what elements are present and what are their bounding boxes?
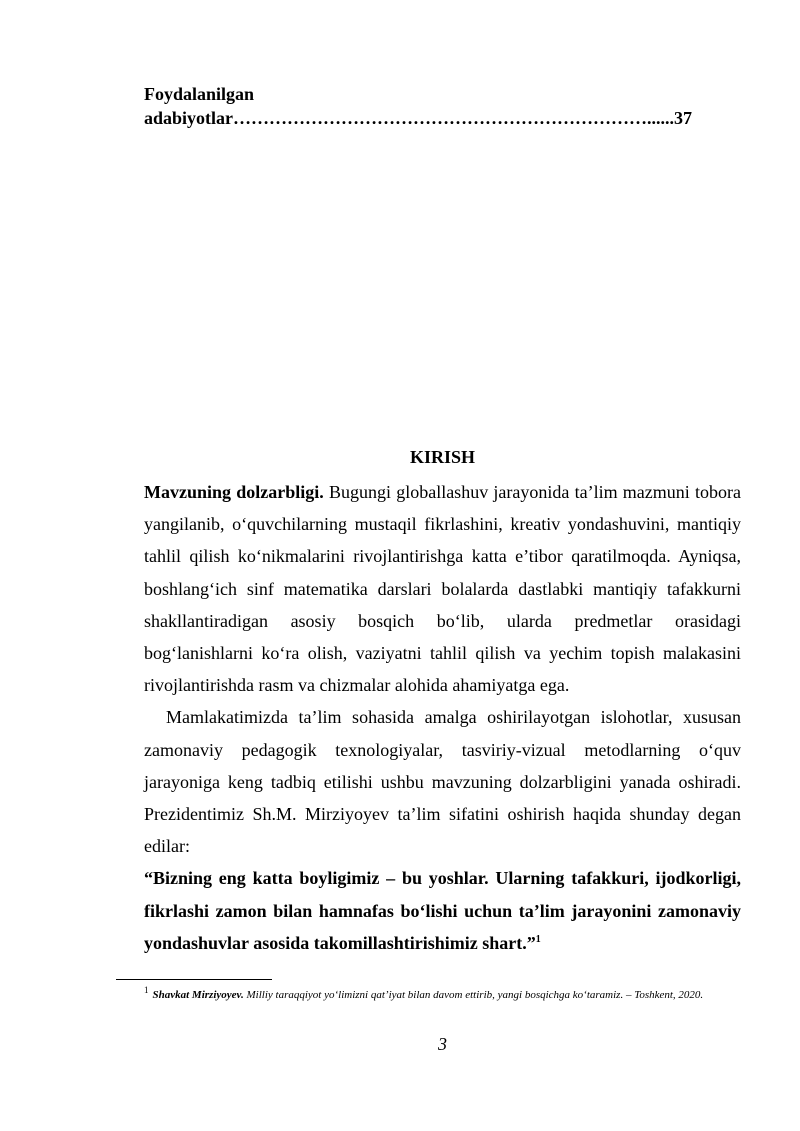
paragraph-relevance	[144, 476, 741, 701]
toc-dot-leader: ……………………………………………………………......	[233, 108, 675, 128]
section-body	[144, 476, 741, 959]
paragraph-reforms: Mamlakatimizda ta’lim sohasida amalga oshirilayotgan islohotlar, xususan zamonaviy pedagogik texnologiyalar, tasviriy-vizual metodlarning o‘quv jarayoniga keng tadbiq etilishi ushbu mavzuning dolzarbligini yanada oshiradi. Prezidentimiz Sh.M. Mirziyoyev ta’lim sifatini oshirish haqida shunday degan edilar:	[144, 707, 741, 857]
page-number: 3	[438, 1034, 447, 1054]
footnote-author: Shavkat Mirziyoyev.	[152, 989, 244, 1001]
footnote-separator	[116, 979, 272, 980]
section-heading: KIRISH	[409, 447, 476, 467]
footnote-mark: 1	[144, 985, 149, 996]
toc-entry-label: adabiyotlar	[144, 108, 234, 128]
quote-text: “Bizning eng katta boyligimiz – bu yoshlar. Ularning tafakkuri, ijodkorligi, fikrlashi zamon bilan hamnafas bo‘lishi uchun ta’lim jarayonini zamonaviy yondashuvlar asosida takomillashtirishimiz shart.”	[144, 868, 741, 953]
toc-page-number: 37	[674, 108, 693, 128]
footnote-reference[interactable]: 1	[535, 933, 541, 945]
toc-entry-line2	[144, 106, 724, 130]
paragraph-text: Bugungi globallashuv jarayonida ta’lim mazmuni tobora yangilanib, o‘quvchilarning mustaqil fikrlashini, kreativ yondashuvini, mantiqiy tahlil qilish ko‘nikmalarini rivojlantirishga katta e’tibor qaratilmoqda. Ayniqsa, boshlang‘ich sinf matematika darslari bolalarda dastlabki mantiqiy tafakkurni shakllantiradigan asosiy bosqich bo‘lib, ularda predmetlar orasidagi bog‘lanishlarni ko‘ra olish, vaziyatni tahlil qilish va yechim topish malakasini rivojlantirishda rasm va chizmalar alohida ahamiyatga ega.	[144, 482, 741, 696]
footnote	[144, 986, 741, 1004]
president-quote	[144, 862, 741, 959]
paragraph-lead: Mavzuning dolzarbligi.	[144, 482, 324, 502]
footnote-text: Milliy taraqqiyot yo‘limizni qat’iyat bilan davom ettirib, yangi bosqichga ko‘taramiz. – Toshkent, 2020.	[243, 989, 704, 1001]
table-of-contents-entry	[144, 82, 724, 130]
toc-entry-line1: Foydalanilgan	[144, 84, 255, 104]
